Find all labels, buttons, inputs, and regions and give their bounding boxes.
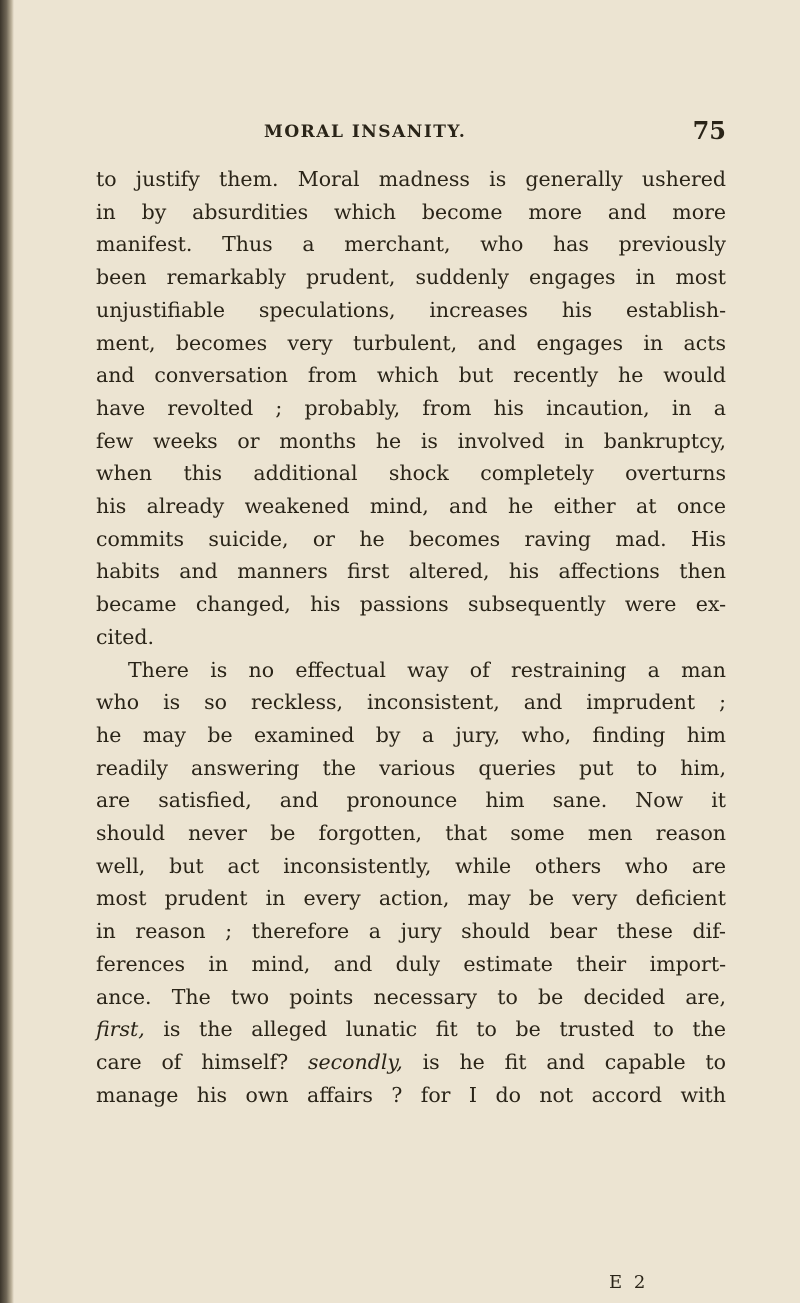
text-line: unjustifiable speculations, increases his establish- xyxy=(96,297,726,322)
text-line: most prudent in every action, may be very deficient xyxy=(96,886,726,911)
text-line: have revolted ; probably, from his incaution, in a xyxy=(96,395,726,420)
text-line: should never be forgotten, that some men reason xyxy=(96,821,726,846)
text-line: commits suicide, or he becomes raving mad. His xyxy=(96,526,726,551)
text-line: to justify them. Moral madness is generally ushered xyxy=(96,167,726,191)
text-line: manifest. Thus a merchant, who has previously xyxy=(96,232,726,257)
text-fragment: is he fit and capable to xyxy=(402,1049,726,1074)
text-line xyxy=(96,1013,726,1046)
text-line: who is so reckless, inconsistent, and imprudent ; xyxy=(96,690,726,715)
text-line: few weeks or months he is involved in bankruptcy, xyxy=(96,428,726,453)
text-line: became changed, his passions subsequently were ex- xyxy=(96,592,726,617)
text-line xyxy=(96,1046,726,1079)
italic-first: first, xyxy=(96,1017,145,1042)
text-line: well, but act inconsistently, while others who are xyxy=(96,853,726,878)
page-header-title: MORAL INSANITY. xyxy=(264,122,467,142)
page-number: 75 xyxy=(692,116,726,145)
book-binding-edge xyxy=(0,0,14,1303)
text-line-paragraph-start: There is no effectual way of restraining a man xyxy=(128,657,726,682)
text-line: when this additional shock completely overturns xyxy=(96,461,726,486)
text-line: his already weakened mind, and he either at once xyxy=(96,494,726,519)
text-fragment: care of himself? xyxy=(96,1049,309,1074)
book-page xyxy=(96,0,736,1303)
text-line-paragraph-end: cited. xyxy=(96,624,155,649)
text-line: ance. The two points necessary to be decided are, xyxy=(96,984,726,1009)
text-line: and conversation from which but recently he would xyxy=(96,363,726,388)
text-line: are satisfied, and pronounce him sane. Now it xyxy=(96,788,726,813)
text-line: ment, becomes very turbulent, and engages in acts xyxy=(96,330,726,355)
italic-secondly: secondly, xyxy=(308,1049,403,1074)
text-line: he may be examined by a jury, who, finding him xyxy=(96,722,726,747)
text-line: ferences in mind, and duly estimate their import- xyxy=(96,951,726,976)
signature-mark: E 2 xyxy=(609,1272,649,1293)
text-fragment: is the alleged lunatic fit to be trusted to the xyxy=(144,1017,726,1042)
text-line: in reason ; therefore a jury should bear these dif- xyxy=(96,919,726,944)
text-line: in by absurdities which become more and more xyxy=(96,199,726,224)
body-text xyxy=(96,163,726,1111)
text-line: habits and manners first altered, his affections then xyxy=(96,559,726,584)
running-head xyxy=(96,116,736,152)
text-line: been remarkably prudent, suddenly engages in most xyxy=(96,265,726,290)
text-line: readily answering the various queries put to him, xyxy=(96,755,726,780)
text-line: manage his own affairs ? for I do not accord with xyxy=(96,1082,726,1107)
